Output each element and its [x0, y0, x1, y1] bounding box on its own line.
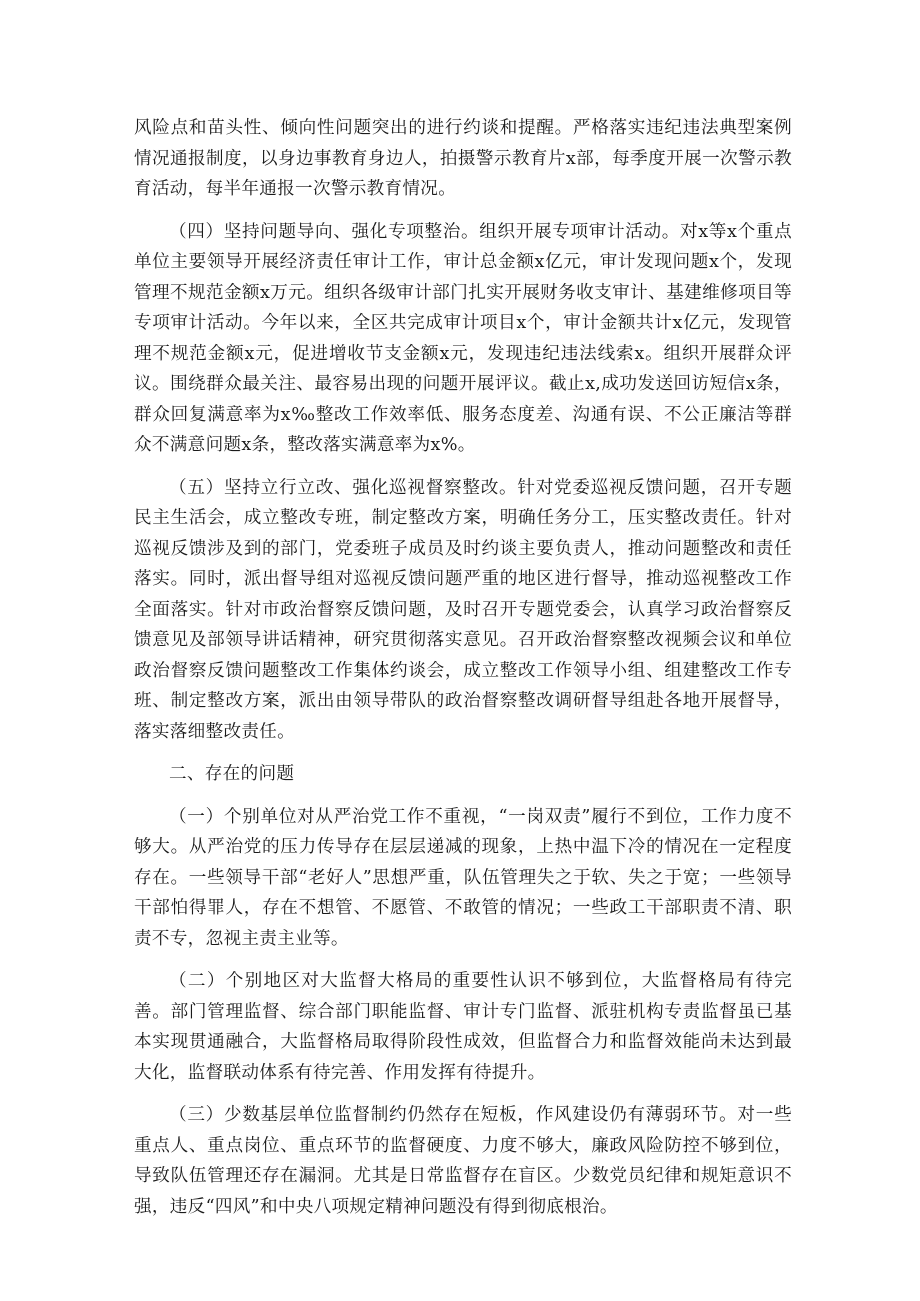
paragraph-problem-3: （三）少数基层单位监督制约仍然存在短板，作风建设仍有薄弱环节。对一些重点人、重点岗位、重点环节的监督硬度、力度不够大，廉政风险防控不够到位，导致队伍管理还存在漏洞。尤其是日常监督存在盲区。少数党员纪律和规矩意识不强，违反“四风”和中央八项规定精神问题没有得到彻底根治。: [134, 1105, 792, 1217]
paragraph-problem-1: （一）个别单位对从严治党工作不重视，“一岗双责”履行不到位，工作力度不够大。从严治党的压力传导存在层层递减的现象，上热中温下冷的情况在一定程度存在。一些领导干部“老好人”思想严重，队伍管理失之于软、失之于宽；一些领导干部怕得罪人，存在不想管、不愿管、不敢管的情况；一些政工干部职责不清、职责不专，忽视主责主业等。: [134, 806, 792, 949]
paragraph-problem-2: （二）个别地区对大监督大格局的重要性认识不够到位，大监督格局有待完善。部门管理监督、综合部门职能监督、审计专门监督、派驻机构专责监督虽已基本实现贯通融合，大监督格局取得阶段性成效，但监督合力和监督效能尚未达到最大化，监督联动体系有待完善、作用发挥有待提升。: [134, 971, 792, 1083]
paragraph-inspection-rectification: （五）坚持立行立改、强化巡视督察整改。针对党委巡视反馈问题，召开专题民主生活会，成立整改专班，制定整改方案，明确任务分工，压实整改责任。针对巡视反馈涉及到的部门，党委班子成员及时约谈主要负责人，推动问题整改和责任落实。同时，派出督导组对巡视反馈问题严重的地区进行督导，推动巡视整改工作全面落实。针对市政治督察反馈问题，及时召开专题党委会，认真学习政治督察反馈意见及部领导讲话精神，研究贯彻落实意见。召开政治督察整改视频会议和单位政治督察反馈问题整改工作集体约谈会，成立整改工作领导小组、组建整改工作专班、制定整改方案，派出由领导带队的政治督察整改调研督导组赴各地开展督导，落实落细整改责任。: [134, 477, 792, 742]
paragraph-special-rectification: （四）坚持问题导向、强化专项整治。组织开展专项审计活动。对x等x个重点单位主要领导开展经济责任审计工作，审计总金额x亿元，审计发现问题x个，发现管理不规范金额x万元。组织各级审计部门扎实开展财务收支审计、基建维修项目等专项审计活动。今年以来，全区共完成审计项目x个，审计金额共计x亿元，发现管理不规范金额x元，促进增收节支金额x元，发现违纪违法线索x。组织开展群众评议。围绕群众最关注、最容易出现的问题开展评议。截止x,成功发送回访短信x条，群众回复满意率为x‰整改工作效率低、服务态度差、沟通有误、不公正廉洁等群众不满意问题x条，整改落实满意率为x%。: [134, 221, 792, 455]
paragraph-warning-education: 风险点和苗头性、倾向性问题突出的进行约谈和提醒。严格落实违纪违法典型案例情况通报制度，以身边事教育身边人，拍摄警示教育片x部，每季度开展一次警示教育活动，每半年通报一次警示教育情况。: [134, 118, 792, 199]
section-heading-problems: 二、存在的问题: [169, 764, 295, 784]
